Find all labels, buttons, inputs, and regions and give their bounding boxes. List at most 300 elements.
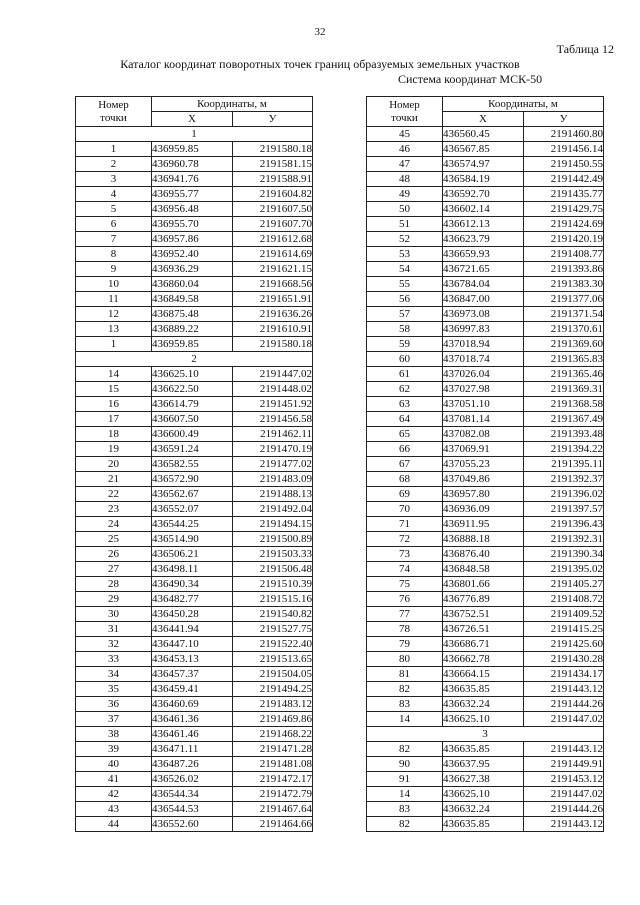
y-coordinate-cell: 2191651.91 — [233, 292, 313, 307]
y-coordinate-cell: 2191429.75 — [524, 202, 604, 217]
point-number-cell: 40 — [76, 757, 152, 772]
table-row — [76, 787, 313, 802]
y-coordinate-cell: 2191443.12 — [524, 817, 604, 832]
table-row — [367, 772, 604, 787]
y-coordinate-cell: 2191396.43 — [524, 517, 604, 532]
y-coordinate-cell: 2191425.60 — [524, 637, 604, 652]
table-row — [76, 262, 313, 277]
x-coordinate-cell: 436560.45 — [443, 127, 524, 142]
y-coordinate-cell: 2191483.12 — [233, 697, 313, 712]
y-coordinate-cell: 2191365.83 — [524, 352, 604, 367]
y-coordinate-cell: 2191494.25 — [233, 682, 313, 697]
x-coordinate-cell: 436664.15 — [443, 667, 524, 682]
point-number-cell: 76 — [367, 592, 443, 607]
point-number-cell: 21 — [76, 472, 152, 487]
page-number: 32 — [314, 26, 326, 38]
y-coordinate-cell: 2191468.22 — [233, 727, 313, 742]
point-number-cell: 30 — [76, 607, 152, 622]
x-coordinate-cell: 436635.85 — [443, 742, 524, 757]
y-coordinate-cell: 2191370.61 — [524, 322, 604, 337]
table-row — [76, 412, 313, 427]
y-coordinate-cell: 2191472.79 — [233, 787, 313, 802]
x-coordinate-cell: 436602.14 — [443, 202, 524, 217]
y-coordinate-cell: 2191540.82 — [233, 607, 313, 622]
section-number: 1 — [76, 127, 313, 142]
point-number-cell: 52 — [367, 232, 443, 247]
x-coordinate-cell: 436847.00 — [443, 292, 524, 307]
y-coordinate-cell: 2191435.77 — [524, 187, 604, 202]
x-coordinate-cell: 437026.04 — [443, 367, 524, 382]
x-coordinate-cell: 436498.11 — [152, 562, 233, 577]
y-coordinate-cell: 2191409.52 — [524, 607, 604, 622]
point-number-cell: 6 — [76, 217, 152, 232]
x-coordinate-cell: 436506.21 — [152, 547, 233, 562]
table-row — [367, 652, 604, 667]
y-coordinate-cell: 2191581.15 — [233, 157, 313, 172]
section-number: 2 — [76, 352, 313, 367]
x-coordinate-cell: 436860.04 — [152, 277, 233, 292]
table-row — [367, 142, 604, 157]
table-row — [367, 292, 604, 307]
y-coordinate-cell: 2191393.48 — [524, 427, 604, 442]
y-coordinate-cell: 2191456.14 — [524, 142, 604, 157]
y-coordinate-cell: 2191371.54 — [524, 307, 604, 322]
y-coordinate-cell: 2191369.31 — [524, 382, 604, 397]
table-row — [367, 712, 604, 727]
table-row — [367, 742, 604, 757]
x-coordinate-cell: 436960.78 — [152, 157, 233, 172]
y-coordinate-cell: 2191492.04 — [233, 502, 313, 517]
point-number-cell: 59 — [367, 337, 443, 352]
table-row — [367, 232, 604, 247]
table-body — [367, 127, 604, 832]
point-number-cell: 69 — [367, 487, 443, 502]
y-coordinate-cell: 2191394.22 — [524, 442, 604, 457]
x-coordinate-cell: 436447.10 — [152, 637, 233, 652]
y-coordinate-cell: 2191424.69 — [524, 217, 604, 232]
y-header: У — [524, 112, 604, 127]
point-number-cell: 61 — [367, 367, 443, 382]
y-coordinate-cell: 2191515.16 — [233, 592, 313, 607]
table-row — [76, 607, 313, 622]
table-row — [76, 187, 313, 202]
section-number: 3 — [367, 727, 604, 742]
point-number-cell: 8 — [76, 247, 152, 262]
point-number-cell: 43 — [76, 802, 152, 817]
y-coordinate-cell: 2191392.31 — [524, 532, 604, 547]
table-row — [367, 457, 604, 472]
table-row — [367, 562, 604, 577]
x-coordinate-cell: 436955.77 — [152, 187, 233, 202]
table-row — [76, 697, 313, 712]
x-coordinate-cell: 437055.23 — [443, 457, 524, 472]
x-coordinate-cell: 436635.85 — [443, 682, 524, 697]
x-coordinate-cell: 436936.09 — [443, 502, 524, 517]
table-row — [367, 502, 604, 517]
x-coordinate-cell: 436552.60 — [152, 817, 233, 832]
x-coordinate-cell: 436591.24 — [152, 442, 233, 457]
x-coordinate-cell: 436471.11 — [152, 742, 233, 757]
y-coordinate-cell: 2191504.05 — [233, 667, 313, 682]
point-number-cell: 32 — [76, 637, 152, 652]
table-row — [367, 322, 604, 337]
table-row — [367, 397, 604, 412]
table-row — [367, 667, 604, 682]
point-number-cell: 65 — [367, 427, 443, 442]
table-row — [76, 742, 313, 757]
table-row — [367, 637, 604, 652]
x-coordinate-cell: 436941.76 — [152, 172, 233, 187]
point-number-cell: 17 — [76, 412, 152, 427]
y-coordinate-cell: 2191607.50 — [233, 202, 313, 217]
table-row — [76, 397, 313, 412]
table-row — [367, 307, 604, 322]
x-header: Х — [443, 112, 524, 127]
point-number-cell: 68 — [367, 472, 443, 487]
y-coordinate-cell: 2191420.19 — [524, 232, 604, 247]
point-number-cell: 57 — [367, 307, 443, 322]
table-row — [76, 502, 313, 517]
y-coordinate-cell: 2191477.02 — [233, 457, 313, 472]
point-number-cell: 54 — [367, 262, 443, 277]
point-number-cell: 20 — [76, 457, 152, 472]
x-coordinate-cell: 436625.10 — [443, 787, 524, 802]
table-row — [76, 472, 313, 487]
table-row — [76, 817, 313, 832]
x-coordinate-cell: 436526.02 — [152, 772, 233, 787]
y-coordinate-cell: 2191488.13 — [233, 487, 313, 502]
x-coordinate-cell: 436911.95 — [443, 517, 524, 532]
x-coordinate-cell: 436625.10 — [152, 367, 233, 382]
x-coordinate-cell: 436752.51 — [443, 607, 524, 622]
table-row — [367, 427, 604, 442]
y-coordinate-cell: 2191614.69 — [233, 247, 313, 262]
table-row — [76, 142, 313, 157]
table-row — [367, 547, 604, 562]
point-number-cell: 13 — [76, 322, 152, 337]
y-coordinate-cell: 2191369.60 — [524, 337, 604, 352]
x-coordinate-cell: 436776.89 — [443, 592, 524, 607]
point-number-cell: 34 — [76, 667, 152, 682]
y-coordinate-cell: 2191442.49 — [524, 172, 604, 187]
point-number-cell: 4 — [76, 187, 152, 202]
x-coordinate-cell: 436637.95 — [443, 757, 524, 772]
y-coordinate-cell: 2191368.58 — [524, 397, 604, 412]
y-coordinate-cell: 2191415.25 — [524, 622, 604, 637]
coordinate-system-label: Система координат МСК-50 — [398, 72, 543, 86]
point-number-cell: 23 — [76, 502, 152, 517]
y-coordinate-cell: 2191453.12 — [524, 772, 604, 787]
x-coordinate-cell: 436957.86 — [152, 232, 233, 247]
point-number-cell: 48 — [367, 172, 443, 187]
point-number-cell: 16 — [76, 397, 152, 412]
y-coordinate-cell: 2191604.82 — [233, 187, 313, 202]
catalog-title: Каталог координат поворотных точек границ образуемых земельных участков — [120, 57, 520, 71]
x-coordinate-cell: 436955.70 — [152, 217, 233, 232]
point-number-header — [367, 97, 443, 127]
table-row — [367, 352, 604, 367]
table-row — [367, 382, 604, 397]
y-coordinate-cell: 2191443.12 — [524, 682, 604, 697]
x-coordinate-cell: 436614.79 — [152, 397, 233, 412]
point-number-cell: 49 — [367, 187, 443, 202]
table-row — [76, 637, 313, 652]
table-row — [76, 592, 313, 607]
table-row — [367, 442, 604, 457]
x-coordinate-cell: 436567.85 — [443, 142, 524, 157]
point-number-cell: 83 — [367, 802, 443, 817]
x-coordinate-cell: 436959.85 — [152, 142, 233, 157]
y-coordinate-cell: 2191580.18 — [233, 142, 313, 157]
y-coordinate-cell: 2191527.75 — [233, 622, 313, 637]
y-coordinate-cell: 2191450.55 — [524, 157, 604, 172]
point-number-cell: 14 — [367, 712, 443, 727]
table-row — [76, 667, 313, 682]
y-coordinate-cell: 2191471.28 — [233, 742, 313, 757]
y-coordinate-cell: 2191467.64 — [233, 802, 313, 817]
table-row — [367, 277, 604, 292]
y-coordinate-cell: 2191607.70 — [233, 217, 313, 232]
x-coordinate-cell: 437027.98 — [443, 382, 524, 397]
x-coordinate-cell: 436888.18 — [443, 532, 524, 547]
table-row — [76, 217, 313, 232]
y-coordinate-cell: 2191621.15 — [233, 262, 313, 277]
point-number-cell: 41 — [76, 772, 152, 787]
y-coordinate-cell: 2191393.86 — [524, 262, 604, 277]
table-row — [367, 592, 604, 607]
x-coordinate-cell: 436572.90 — [152, 472, 233, 487]
point-number-cell: 44 — [76, 817, 152, 832]
point-number-cell: 25 — [76, 532, 152, 547]
x-coordinate-cell: 436997.83 — [443, 322, 524, 337]
coordinates-table-left — [75, 96, 313, 832]
table-row — [76, 292, 313, 307]
y-coordinate-cell: 2191503.33 — [233, 547, 313, 562]
y-coordinate-cell: 2191580.18 — [233, 337, 313, 352]
y-coordinate-cell: 2191464.66 — [233, 817, 313, 832]
x-coordinate-cell: 436686.71 — [443, 637, 524, 652]
x-coordinate-cell: 436936.29 — [152, 262, 233, 277]
table-row — [76, 172, 313, 187]
point-number-cell: 15 — [76, 382, 152, 397]
x-coordinate-cell: 436487.26 — [152, 757, 233, 772]
x-coordinate-cell: 436482.77 — [152, 592, 233, 607]
point-number-cell: 31 — [76, 622, 152, 637]
table-row — [367, 472, 604, 487]
x-coordinate-cell: 436627.38 — [443, 772, 524, 787]
point-number-cell: 19 — [76, 442, 152, 457]
point-number-cell: 39 — [76, 742, 152, 757]
table-row — [367, 817, 604, 832]
y-coordinate-cell: 2191506.48 — [233, 562, 313, 577]
point-number-cell: 55 — [367, 277, 443, 292]
y-coordinate-cell: 2191377.06 — [524, 292, 604, 307]
x-coordinate-cell: 436490.34 — [152, 577, 233, 592]
x-coordinate-cell: 436584.19 — [443, 172, 524, 187]
point-number-cell: 82 — [367, 817, 443, 832]
point-number-cell: 75 — [367, 577, 443, 592]
y-coordinate-cell: 2191481.08 — [233, 757, 313, 772]
y-coordinate-cell: 2191408.77 — [524, 247, 604, 262]
y-coordinate-cell: 2191392.37 — [524, 472, 604, 487]
y-coordinate-cell: 2191383.30 — [524, 277, 604, 292]
point-number-cell: 35 — [76, 682, 152, 697]
x-coordinate-cell: 436623.79 — [443, 232, 524, 247]
x-coordinate-cell: 436632.24 — [443, 697, 524, 712]
x-coordinate-cell: 436801.66 — [443, 577, 524, 592]
x-coordinate-cell: 436460.69 — [152, 697, 233, 712]
table-header — [367, 97, 604, 127]
x-coordinate-cell: 437051.10 — [443, 397, 524, 412]
table-row — [76, 622, 313, 637]
table-caption: Таблица 12 — [556, 42, 614, 56]
y-coordinate-cell: 2191397.57 — [524, 502, 604, 517]
table-row — [367, 157, 604, 172]
y-coordinate-cell: 2191390.34 — [524, 547, 604, 562]
x-coordinate-cell: 436952.40 — [152, 247, 233, 262]
y-coordinate-cell: 2191500.89 — [233, 532, 313, 547]
section-row — [76, 352, 313, 367]
table-row — [367, 802, 604, 817]
point-number-cell: 9 — [76, 262, 152, 277]
y-coordinate-cell: 2191460.80 — [524, 127, 604, 142]
x-coordinate-cell: 436592.70 — [443, 187, 524, 202]
table-row — [367, 577, 604, 592]
table-row — [367, 127, 604, 142]
point-number-cell: 67 — [367, 457, 443, 472]
y-coordinate-cell: 2191494.15 — [233, 517, 313, 532]
point-number-cell: 82 — [367, 742, 443, 757]
point-number-cell: 45 — [367, 127, 443, 142]
x-coordinate-cell: 436726.51 — [443, 622, 524, 637]
header-row — [367, 97, 604, 112]
table-row — [367, 217, 604, 232]
x-coordinate-cell: 437018.74 — [443, 352, 524, 367]
header-row — [76, 97, 313, 112]
x-coordinate-cell: 436441.94 — [152, 622, 233, 637]
y-coordinate-cell: 2191449.91 — [524, 757, 604, 772]
table-row — [76, 277, 313, 292]
y-header: У — [233, 112, 313, 127]
y-coordinate-cell: 2191483.09 — [233, 472, 313, 487]
table-row — [367, 367, 604, 382]
table-row — [76, 247, 313, 262]
x-coordinate-cell: 436562.67 — [152, 487, 233, 502]
y-coordinate-cell: 2191636.26 — [233, 307, 313, 322]
y-coordinate-cell: 2191472.17 — [233, 772, 313, 787]
point-number-cell: 28 — [76, 577, 152, 592]
x-coordinate-cell: 436784.04 — [443, 277, 524, 292]
table-row — [76, 712, 313, 727]
table-row — [76, 382, 313, 397]
table-row — [76, 202, 313, 217]
point-number-cell: 77 — [367, 607, 443, 622]
table-row — [367, 412, 604, 427]
x-coordinate-cell: 436450.28 — [152, 607, 233, 622]
x-coordinate-cell: 436848.58 — [443, 562, 524, 577]
table-row — [367, 202, 604, 217]
point-number-cell: 14 — [76, 367, 152, 382]
x-coordinate-cell: 436876.40 — [443, 547, 524, 562]
point-number-cell: 12 — [76, 307, 152, 322]
table-row — [76, 487, 313, 502]
table-row — [367, 517, 604, 532]
table-row — [76, 442, 313, 457]
point-number-cell: 62 — [367, 382, 443, 397]
x-coordinate-cell: 436632.24 — [443, 802, 524, 817]
x-coordinate-cell: 436459.41 — [152, 682, 233, 697]
x-coordinate-cell: 437049.86 — [443, 472, 524, 487]
x-coordinate-cell: 436662.78 — [443, 652, 524, 667]
y-coordinate-cell: 2191448.02 — [233, 382, 313, 397]
y-coordinate-cell: 2191430.28 — [524, 652, 604, 667]
coordinates-table-right — [366, 96, 604, 832]
x-coordinate-cell: 436625.10 — [443, 712, 524, 727]
x-coordinate-cell: 436849.58 — [152, 292, 233, 307]
y-coordinate-cell: 2191365.46 — [524, 367, 604, 382]
y-coordinate-cell: 2191510.39 — [233, 577, 313, 592]
table-row — [76, 307, 313, 322]
y-coordinate-cell: 2191444.26 — [524, 697, 604, 712]
point-number-cell: 70 — [367, 502, 443, 517]
y-coordinate-cell: 2191469.86 — [233, 712, 313, 727]
point-number-cell: 10 — [76, 277, 152, 292]
table-row — [367, 262, 604, 277]
y-coordinate-cell: 2191444.26 — [524, 802, 604, 817]
x-coordinate-cell: 436544.25 — [152, 517, 233, 532]
table-row — [76, 532, 313, 547]
point-number-cell: 79 — [367, 637, 443, 652]
table-row — [76, 652, 313, 667]
point-number-cell: 80 — [367, 652, 443, 667]
point-number-cell: 27 — [76, 562, 152, 577]
table-row — [76, 367, 313, 382]
point-number-cell: 47 — [367, 157, 443, 172]
point-number-cell: 14 — [367, 787, 443, 802]
x-coordinate-cell: 436552.07 — [152, 502, 233, 517]
header-point-line2: точки — [100, 111, 127, 124]
x-coordinate-cell: 436956.48 — [152, 202, 233, 217]
table-row — [367, 247, 604, 262]
x-coordinate-cell: 436544.53 — [152, 802, 233, 817]
point-number-cell: 11 — [76, 292, 152, 307]
table-row — [76, 727, 313, 742]
x-coordinate-cell: 436721.65 — [443, 262, 524, 277]
table-row — [367, 757, 604, 772]
section-row — [76, 127, 313, 142]
x-coordinate-cell: 437081.14 — [443, 412, 524, 427]
y-coordinate-cell: 2191513.65 — [233, 652, 313, 667]
y-coordinate-cell: 2191462.11 — [233, 427, 313, 442]
y-coordinate-cell: 2191612.68 — [233, 232, 313, 247]
table-row — [76, 577, 313, 592]
point-number-cell: 50 — [367, 202, 443, 217]
point-number-cell: 33 — [76, 652, 152, 667]
point-number-cell: 24 — [76, 517, 152, 532]
coordinates-header: Координаты, м — [152, 97, 313, 112]
point-number-cell: 42 — [76, 787, 152, 802]
y-coordinate-cell: 2191610.91 — [233, 322, 313, 337]
x-coordinate-cell: 436607.50 — [152, 412, 233, 427]
y-coordinate-cell: 2191456.58 — [233, 412, 313, 427]
point-number-cell: 46 — [367, 142, 443, 157]
point-number-cell: 58 — [367, 322, 443, 337]
x-header: Х — [152, 112, 233, 127]
table-row — [367, 187, 604, 202]
y-coordinate-cell: 2191396.02 — [524, 487, 604, 502]
point-number-cell: 72 — [367, 532, 443, 547]
table-row — [76, 427, 313, 442]
